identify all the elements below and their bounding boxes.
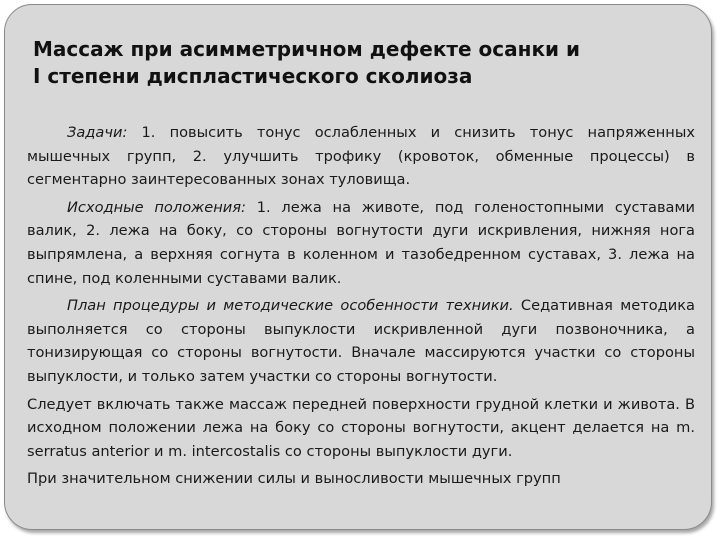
paragraph-starting-positions	[27, 196, 695, 290]
slide-title: Массаж при асимметричном дефекте осанки и I степени диспластического сколиоза	[33, 37, 581, 88]
paragraph-lead: Задачи:	[67, 124, 128, 141]
paragraph-cutoff	[27, 467, 695, 491]
paragraph-additional-massage	[27, 393, 695, 464]
paragraph-text: Следует включать также массаж передней поверхности грудной клетки и живота. В исходном положении лежа на боку со стороны вогнутости, акцент делается на m. serratus anterior и m. intercostalis со стороны выпуклости дуги.	[27, 395, 695, 460]
paragraph-lead: План процедуры и методические особенности техники.	[67, 297, 514, 315]
slide-card	[4, 4, 712, 530]
paragraph-text: Седативная методика выполняется со стороны выпуклости искривленной дуги позвоночника, а тонизирующая со стороны вогнутости. Вначале массируются участки со стороны выпуклости, и только затем участки со стороны вогнутости.	[27, 297, 695, 385]
paragraph-lead: Исходные положения:	[67, 198, 246, 216]
paragraph-text: 1. лежа на животе, под голеностопными суставами валик, 2. лежа на боку, со стороны вогнутости дуги искривления, нижняя нога выпрямлена, а верхняя согнута в коленном и тазобедренном суставах, 3. лежа на спине, под коленными суставами валик.	[27, 198, 695, 287]
paragraph-text: 1. повысить тонус ослабленных и снизить тонус напряженных мышечных групп, 2. улучшить трофику (кровоток, обменные процессы) в сегментарно заинтересованных зонах туловища.	[27, 124, 695, 189]
paragraph-tasks	[27, 121, 695, 192]
paragraph-text: При значительном снижении силы и выносливости мышечных групп	[27, 470, 561, 488]
slide-body	[27, 121, 695, 495]
paragraph-procedure-plan	[27, 294, 695, 388]
